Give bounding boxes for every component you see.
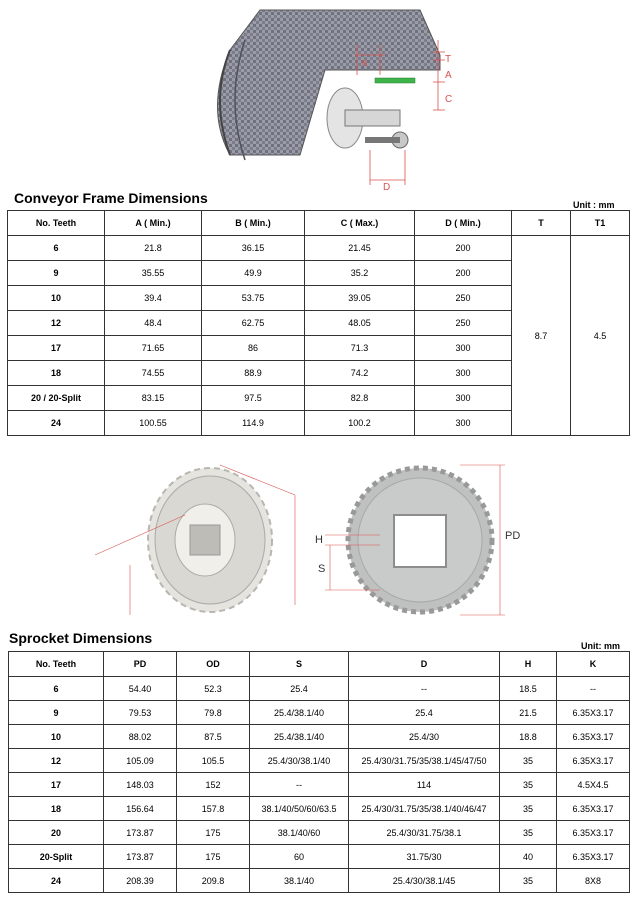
a-cell: 83.15 xyxy=(105,386,202,411)
k-cell: 6.35X3.17 xyxy=(557,797,630,821)
sprocket-front-body xyxy=(348,468,492,612)
green-strip xyxy=(375,78,415,83)
d-cell: 250 xyxy=(415,311,512,336)
teeth-cell: 20 / 20-Split xyxy=(8,386,105,411)
table-row xyxy=(9,821,630,845)
pd-cell: 148.03 xyxy=(104,773,177,797)
dim-label-c: C xyxy=(445,94,453,105)
h-cell: 21.5 xyxy=(500,701,557,725)
table-row xyxy=(9,845,630,869)
s-cell: 38.1/40/60 xyxy=(250,821,349,845)
a-cell: 74.55 xyxy=(105,361,202,386)
sprocket-iso-body xyxy=(148,468,272,612)
od-cell: 175 xyxy=(177,845,250,869)
od-cell: 87.5 xyxy=(177,725,250,749)
od-cell: 157.8 xyxy=(177,797,250,821)
pd-cell: 173.87 xyxy=(104,845,177,869)
header-cell: K xyxy=(557,652,630,677)
s-cell: 60 xyxy=(250,845,349,869)
d-cell: 114 xyxy=(349,773,500,797)
sprocket-unit: Unit: mm xyxy=(581,641,620,651)
header-cell: PD xyxy=(104,652,177,677)
d-cell: 200 xyxy=(415,261,512,286)
k-cell: 4.5X4.5 xyxy=(557,773,630,797)
table-row xyxy=(9,725,630,749)
teeth-cell: 12 xyxy=(8,311,105,336)
c-cell: 35.2 xyxy=(305,261,415,286)
c-cell: 48.05 xyxy=(305,311,415,336)
a-cell: 100.55 xyxy=(105,411,202,436)
teeth-cell: 10 xyxy=(8,286,105,311)
header-cell: T1 xyxy=(571,211,630,236)
pd-cell: 54.40 xyxy=(104,677,177,701)
header-cell: S xyxy=(250,652,349,677)
teeth-cell: 9 xyxy=(8,261,105,286)
d-cell: 300 xyxy=(415,386,512,411)
table-row xyxy=(9,749,630,773)
header-cell: OD xyxy=(177,652,250,677)
h-cell: 40 xyxy=(500,845,557,869)
header-cell: D ( Min.) xyxy=(415,211,512,236)
table-row xyxy=(9,677,630,701)
od-cell: 209.8 xyxy=(177,869,250,893)
teeth-cell: 6 xyxy=(9,677,104,701)
conveyor-diagram xyxy=(205,0,465,192)
d-cell: 300 xyxy=(415,361,512,386)
d-cell: 200 xyxy=(415,236,512,261)
dim-label-s: S xyxy=(318,563,326,575)
t1-cell: 4.5 xyxy=(571,236,630,436)
od-cell: 105.5 xyxy=(177,749,250,773)
pd-cell: 88.02 xyxy=(104,725,177,749)
k-cell: 6.35X3.17 xyxy=(557,821,630,845)
h-cell: 35 xyxy=(500,869,557,893)
teeth-cell: 12 xyxy=(9,749,104,773)
pd-cell: 79.53 xyxy=(104,701,177,725)
h-cell: 18.8 xyxy=(500,725,557,749)
pd-cell: 105.09 xyxy=(104,749,177,773)
dim-label-a: A xyxy=(445,70,452,81)
table-row xyxy=(9,773,630,797)
sprocket-table xyxy=(8,651,630,893)
s-cell: 25.4/38.1/40 xyxy=(250,701,349,725)
b-cell: 36.15 xyxy=(202,236,305,261)
s-cell: 38.1/40/50/60/63.5 xyxy=(250,797,349,821)
teeth-cell: 10 xyxy=(9,725,104,749)
s-cell: 25.4/30/38.1/40 xyxy=(250,749,349,773)
s-cell: 25.4/38.1/40 xyxy=(250,725,349,749)
b-cell: 88.9 xyxy=(202,361,305,386)
a-cell: 48.4 xyxy=(105,311,202,336)
c-cell: 74.2 xyxy=(305,361,415,386)
dim-label-t: T xyxy=(445,54,452,65)
table-row xyxy=(9,869,630,893)
d-cell: 25.4/30/31.75/38.1 xyxy=(349,821,500,845)
a-cell: 71.65 xyxy=(105,336,202,361)
header-cell: B ( Min.) xyxy=(202,211,305,236)
dim-label-h: H xyxy=(315,534,323,546)
header-cell: No. Teeth xyxy=(9,652,104,677)
sprocket-header-row xyxy=(9,652,630,677)
conveyor-unit: Unit : mm xyxy=(573,200,615,210)
header-cell: D xyxy=(349,652,500,677)
dim-label-d: D xyxy=(383,182,391,192)
d-cell: 250 xyxy=(415,286,512,311)
teeth-cell: 17 xyxy=(8,336,105,361)
header-cell: C ( Max.) xyxy=(305,211,415,236)
teeth-cell: 18 xyxy=(9,797,104,821)
b-cell: 49.9 xyxy=(202,261,305,286)
k-cell: 8X8 xyxy=(557,869,630,893)
h-cell: 18.5 xyxy=(500,677,557,701)
conveyor-title: Conveyor Frame Dimensions xyxy=(14,190,208,206)
b-cell: 97.5 xyxy=(202,386,305,411)
k-cell: 6.35X3.17 xyxy=(557,845,630,869)
k-cell: -- xyxy=(557,677,630,701)
teeth-cell: 6 xyxy=(8,236,105,261)
teeth-cell: 17 xyxy=(9,773,104,797)
d-cell: 25.4/30 xyxy=(349,725,500,749)
d-cell: 300 xyxy=(415,411,512,436)
teeth-cell: 18 xyxy=(8,361,105,386)
header-cell: H xyxy=(500,652,557,677)
conveyor-header-row xyxy=(8,211,630,236)
header-cell: T xyxy=(512,211,571,236)
c-cell: 21.45 xyxy=(305,236,415,261)
table-row xyxy=(9,797,630,821)
header-cell: No. Teeth xyxy=(8,211,105,236)
sprocket-shaft xyxy=(327,78,415,148)
dim-label-b: B xyxy=(362,59,368,68)
table-row xyxy=(9,701,630,725)
sprocket-front-diagram xyxy=(310,455,540,625)
c-cell: 71.3 xyxy=(305,336,415,361)
b-cell: 62.75 xyxy=(202,311,305,336)
d-cell: 25.4/30/31.75/35/38.1/40/46/47 xyxy=(349,797,500,821)
teeth-cell: 24 xyxy=(8,411,105,436)
d-cell: 25.4/30/38.1/45 xyxy=(349,869,500,893)
teeth-cell: 20-Split xyxy=(9,845,104,869)
c-cell: 100.2 xyxy=(305,411,415,436)
c-cell: 82.8 xyxy=(305,386,415,411)
od-cell: 152 xyxy=(177,773,250,797)
teeth-cell: 24 xyxy=(9,869,104,893)
h-cell: 35 xyxy=(500,797,557,821)
k-cell: 6.35X3.17 xyxy=(557,725,630,749)
table-row xyxy=(8,236,630,261)
conveyor-table xyxy=(7,210,630,436)
teeth-cell: 9 xyxy=(9,701,104,725)
h-cell: 35 xyxy=(500,773,557,797)
c-cell: 39.05 xyxy=(305,286,415,311)
s-cell: -- xyxy=(250,773,349,797)
d-cell: 25.4/30/31.75/35/38.1/45/47/50 xyxy=(349,749,500,773)
b-cell: 86 xyxy=(202,336,305,361)
header-cell: A ( Min.) xyxy=(105,211,202,236)
od-cell: 79.8 xyxy=(177,701,250,725)
dim-label-pd: PD xyxy=(505,530,521,542)
teeth-cell: 20 xyxy=(9,821,104,845)
od-cell: 52.3 xyxy=(177,677,250,701)
d-cell: 300 xyxy=(415,336,512,361)
s-cell: 25.4 xyxy=(250,677,349,701)
d-cell: 25.4 xyxy=(349,701,500,725)
sprocket-iso-diagram xyxy=(90,455,305,625)
b-cell: 114.9 xyxy=(202,411,305,436)
a-cell: 35.55 xyxy=(105,261,202,286)
od-cell: 175 xyxy=(177,821,250,845)
h-cell: 35 xyxy=(500,821,557,845)
d-cell: 31.75/30 xyxy=(349,845,500,869)
k-cell: 6.35X3.17 xyxy=(557,749,630,773)
pd-cell: 208.39 xyxy=(104,869,177,893)
d-cell: -- xyxy=(349,677,500,701)
sprocket-title: Sprocket Dimensions xyxy=(9,630,153,646)
t-cell: 8.7 xyxy=(512,236,571,436)
s-cell: 38.1/40 xyxy=(250,869,349,893)
a-cell: 39.4 xyxy=(105,286,202,311)
b-cell: 53.75 xyxy=(202,286,305,311)
k-cell: 6.35X3.17 xyxy=(557,701,630,725)
pd-cell: 156.64 xyxy=(104,797,177,821)
h-cell: 35 xyxy=(500,749,557,773)
a-cell: 21.8 xyxy=(105,236,202,261)
pd-cell: 173.87 xyxy=(104,821,177,845)
